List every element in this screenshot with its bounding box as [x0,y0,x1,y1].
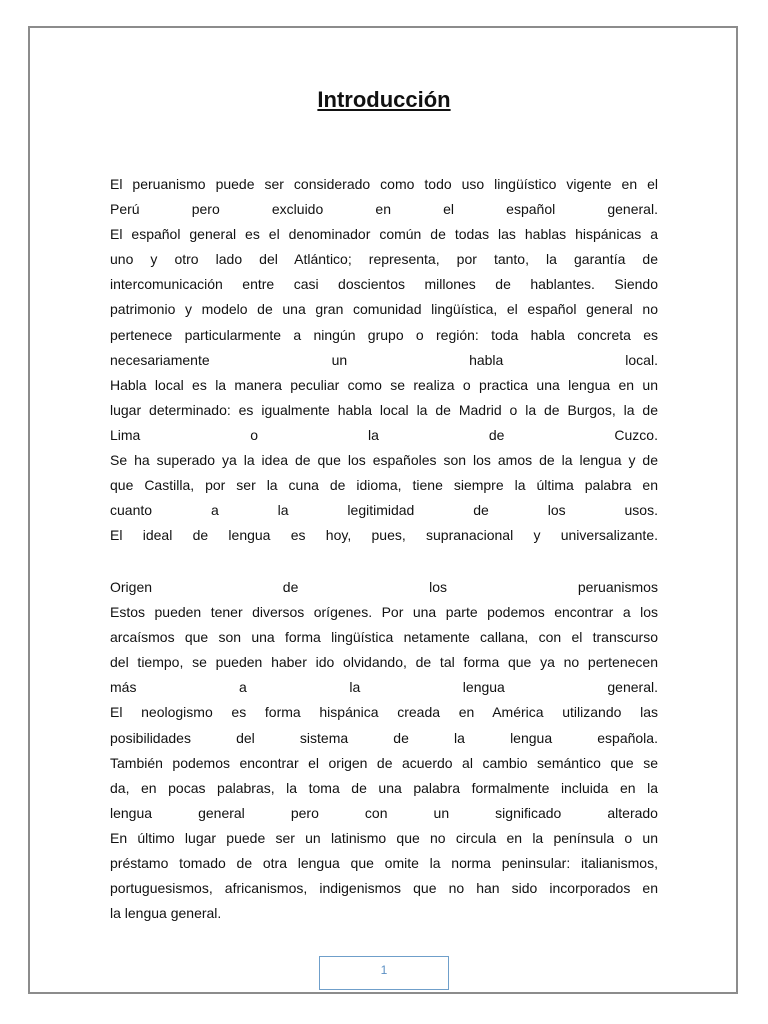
text-line [110,726,658,751]
word: necesariamente [110,351,210,368]
word: de [473,502,489,519]
word: la [454,729,465,746]
text-line: patrimonio y modelo de una gran comunidad lingüística, el español general no [110,301,658,318]
word: general. [607,201,658,218]
word: de [488,426,505,443]
text-line [110,348,658,373]
text-line: que Castilla, por ser la cuna de idioma, tiene siempre la última palabra en [110,477,658,494]
text-line: Habla local es la manera peculiar como se realiza o practica una lengua en un [110,376,658,393]
text-line [110,523,658,548]
word: alterado [607,804,658,821]
text-line: El neologismo es forma hispánica creada en América utilizando las [110,704,658,721]
word: ideal [142,527,173,544]
word: española. [597,729,658,746]
body-section-origen [110,575,658,926]
word: usos. [624,502,658,519]
word: los [547,502,566,519]
word: lengua [228,527,271,544]
word: excluido [271,201,324,218]
word: o [250,426,259,443]
body-section-intro [110,172,658,548]
word: local. [625,351,658,368]
text-line [110,423,658,448]
word: sistema [299,729,349,746]
word: los [429,579,448,595]
text-line [110,801,658,826]
text-line [110,498,658,523]
text-line: lugar determinado: es igualmente habla local la de Madrid o la de Burgos, la de [110,401,658,418]
page-title: Introducción [317,87,451,112]
text-line: del tiempo, se pueden haber ido olvidando, de tal forma que ya no pertenecen [110,654,658,671]
word: pues, [371,527,406,544]
word: a [239,679,247,696]
word: más [110,679,137,696]
word: Lima [110,426,141,443]
word: lengua [510,729,553,746]
word: significado [495,804,562,821]
word: la [277,502,289,519]
text-line: Se ha superado ya la idea de que los españoles son los amos de la lengua y de [110,452,658,469]
word: El [110,527,123,544]
word: de [282,579,299,595]
text-line: portuguesismos, africanismos, indigenismos que no han sido incorporados en [110,880,658,897]
word: cuanto [110,502,153,519]
text-line: pertenece particularmente a ningún grupo o región: toda habla concreta es [110,326,658,343]
word: Perú [110,201,140,218]
text-line: da, en pocas palabras, la toma de una palabra formalmente incluida en la [110,779,658,796]
text-line: intercomunicación entre casi doscientos millones de hablantes. Siendo [110,276,658,293]
word: del [236,729,255,746]
text-line: El peruanismo puede ser considerado como todo uso lingüístico vigente en el [110,176,658,192]
word: en [375,201,391,218]
word: legitimidad [347,502,415,519]
word: supranacional [426,527,514,544]
text-line [110,575,658,600]
word: Origen [110,579,153,595]
word: la [349,679,361,696]
word: el [443,201,455,218]
word: la [368,426,379,443]
word: a [210,502,219,519]
word: con [364,804,388,821]
word: pero [290,804,319,821]
text-line [110,197,658,222]
text-line: arcaísmos que son una forma lingüística netamente callana, con el transcurso [110,629,658,646]
word: peruanismos [577,579,658,595]
text-line: préstamo tomado de otra lengua que omite la norma peninsular: italianismos, [110,855,658,872]
text-line: En último lugar puede ser un latinismo que no circula en la península o un [110,829,658,846]
word: habla [469,351,504,368]
word: Cuzco. [614,426,658,443]
text-line: la lengua general. [110,905,222,922]
text-line: También podemos encontrar el origen de acuerdo al cambio semántico que se [110,754,658,771]
text-line: El español general es el denominador común de todas las hablas hispánicas a [110,226,658,243]
word: y [533,527,541,544]
word: general [198,804,245,821]
word: lengua [462,679,505,696]
word: universalizante. [560,527,658,544]
word: de [192,527,209,544]
page-number: 1 [380,963,388,977]
word: hoy, [325,527,352,544]
word: de [393,729,409,746]
word: español [506,201,556,218]
word: es [290,527,306,544]
word: lengua [110,804,153,821]
text-line [110,675,658,700]
word: un [433,804,450,821]
text-line: uno y otro lado del Atlántico; representa, por tanto, la garantía de [110,251,658,268]
page-number-box [319,956,449,990]
word: posibilidades [110,729,191,746]
word: un [331,351,348,368]
text-line: Estos pueden tener diversos orígenes. Por una parte podemos encontrar a los [110,604,658,621]
word: pero [191,201,220,218]
word: general. [607,679,658,696]
